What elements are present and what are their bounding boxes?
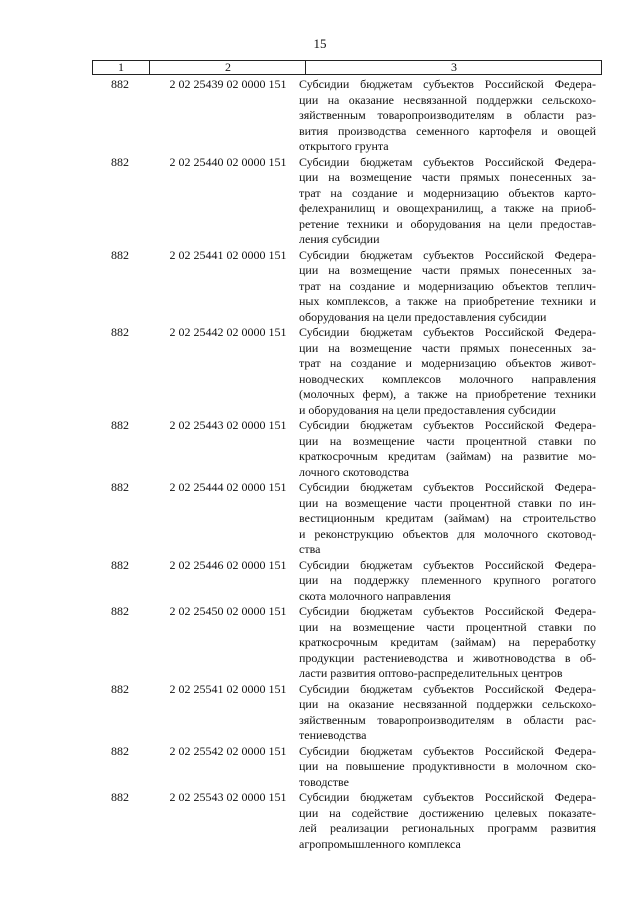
description-line: фелехранилищ и овощехранилищ, а также на приоб- <box>299 201 596 215</box>
table-header <box>92 60 602 75</box>
table-row <box>92 248 602 326</box>
description <box>299 77 596 155</box>
description-line: продукции растениеводства и животноводства в об- <box>299 650 596 665</box>
admin-code: 882 <box>111 480 129 494</box>
table-body <box>92 77 602 852</box>
header-col-2: 2 <box>149 61 306 74</box>
description-line: ции на содействие достижению целевых показате- <box>299 805 596 820</box>
description-line: вития производства семенного картофеля и овощей <box>299 123 596 138</box>
table-row <box>92 155 602 248</box>
description <box>299 480 596 558</box>
description-line: новодческих комплексов молочного направления <box>299 371 596 386</box>
table-row <box>92 480 602 558</box>
description-line: и реконструкцию объектов для молочного скотовод- <box>299 526 596 541</box>
description <box>299 604 596 682</box>
description-line: ретение техники и оборудования на цели предостав- <box>299 216 596 231</box>
table-row <box>92 325 602 418</box>
table-row <box>92 558 602 605</box>
description-line: ции на оказание несвязанной поддержки сельскохо- <box>299 92 596 107</box>
description-line: краткосрочным кредитам (займам) на развитие мо- <box>299 449 596 463</box>
description-line: ции на возмещение части прямых понесенных за- <box>299 170 596 184</box>
budget-code: 2 02 25442 02 0000 151 <box>169 325 287 339</box>
page-number: 15 <box>313 36 327 51</box>
budget-code: 2 02 25439 02 0000 151 <box>169 77 287 91</box>
description-line: ства <box>299 542 321 556</box>
description-line: трат на создание и модернизацию объектов теплич- <box>299 278 596 293</box>
description-line: Субсидии бюджетам субъектов Российской Федера- <box>299 480 596 494</box>
table-row <box>92 744 602 791</box>
table-row <box>92 682 602 744</box>
description-line: скота молочного направления <box>299 588 451 603</box>
description-line: вестиционным кредитам (займам) на строительство <box>299 511 596 525</box>
admin-code: 882 <box>111 154 129 169</box>
admin-code: 882 <box>111 557 129 572</box>
description-line: ления субсидии <box>299 232 380 246</box>
description-line: ции на возмещение части прямых понесенных за- <box>299 263 596 277</box>
description-line: Субсидии бюджетам субъектов Российской Федера- <box>299 681 596 696</box>
admin-code: 882 <box>111 247 129 262</box>
description-line: трат на создание и модернизацию объектов карто- <box>299 185 596 200</box>
description-line: зяйственным товаропроизводителям в области рас- <box>299 712 596 727</box>
description <box>299 418 596 480</box>
description-line: ции на возмещение части прямых понесенных за- <box>299 340 596 355</box>
budget-code: 2 02 25443 02 0000 151 <box>169 418 287 432</box>
description-line: Субсидии бюджетам субъектов Российской Федера- <box>299 557 596 572</box>
description-line: и оборудования на цели предоставления субсидии <box>299 402 556 417</box>
admin-code: 882 <box>111 604 129 618</box>
description-line: лей реализации региональных программ развития <box>299 821 596 835</box>
description-line: Субсидии бюджетам субъектов Российской Федера- <box>299 325 596 339</box>
description-line: ции на оказание несвязанной поддержки сельскохо- <box>299 697 596 711</box>
description-line: лочного скотоводства <box>299 464 409 479</box>
budget-code: 2 02 25441 02 0000 151 <box>169 247 287 262</box>
description-line: ции на поддержку племенного крупного рогатого <box>299 573 596 587</box>
description <box>299 155 596 248</box>
description-line: Субсидии бюджетам субъектов Российской Федера- <box>299 790 596 804</box>
description-line: ции на возмещение части процентной ставки по <box>299 433 596 448</box>
description <box>299 790 596 852</box>
admin-code: 882 <box>111 325 129 339</box>
description-line: Субсидии бюджетам субъектов Российской Федера- <box>299 154 596 169</box>
budget-code: 2 02 25450 02 0000 151 <box>169 604 287 618</box>
description-line: ции на возмещение части процентной ставки по <box>299 619 596 634</box>
budget-code: 2 02 25542 02 0000 151 <box>169 743 287 758</box>
description-line: (молочных ферм), а также на приобретение техники <box>299 387 596 401</box>
description-line: ции на повышение продуктивности в молочном ско- <box>299 759 596 773</box>
description-line: трат на создание и модернизацию объектов живот- <box>299 356 596 370</box>
admin-code: 882 <box>111 790 129 804</box>
description-line: ции на возмещение части процентной ставки по ин- <box>299 495 596 510</box>
description-line: Субсидии бюджетам субъектов Российской Федера- <box>299 247 596 262</box>
description-line: товодстве <box>299 774 349 789</box>
budget-code: 2 02 25543 02 0000 151 <box>169 790 287 804</box>
admin-code: 882 <box>111 77 129 91</box>
description-line: ных комплексов, а также на приобретение техники и <box>299 294 596 308</box>
description-line: зяйственным товаропроизводителям в области раз- <box>299 108 596 122</box>
description <box>299 744 596 791</box>
table-row <box>92 418 602 480</box>
header-col-3: 3 <box>305 61 602 74</box>
description-line: Субсидии бюджетам субъектов Российской Федера- <box>299 604 596 618</box>
description-line: тениеводства <box>299 728 367 742</box>
description-line: краткосрочным кредитам (займам) на переработку <box>299 635 596 649</box>
budget-code: 2 02 25446 02 0000 151 <box>169 557 287 572</box>
budget-code: 2 02 25541 02 0000 151 <box>169 681 287 696</box>
budget-code: 2 02 25440 02 0000 151 <box>169 154 287 169</box>
description-line: агропромышленного комплекса <box>299 836 461 851</box>
budget-code: 2 02 25444 02 0000 151 <box>169 480 287 494</box>
description <box>299 558 596 605</box>
description-line: Субсидии бюджетам субъектов Российской Федера- <box>299 743 596 758</box>
table-row <box>92 604 602 682</box>
admin-code: 882 <box>111 743 129 758</box>
table-row <box>92 77 602 155</box>
header-col-1: 1 <box>118 60 124 74</box>
table-row <box>92 790 602 852</box>
description <box>299 325 596 418</box>
description-line: Субсидии бюджетам субъектов Российской Федера- <box>299 418 596 432</box>
description <box>299 248 596 326</box>
description-line: ласти развития оптово-распределительных центров <box>299 666 563 680</box>
description <box>299 682 596 744</box>
description-line: открытого грунта <box>299 139 389 153</box>
admin-code: 882 <box>111 681 129 696</box>
description-line: Субсидии бюджетам субъектов Российской Федера- <box>299 77 596 91</box>
admin-code: 882 <box>111 418 129 432</box>
description-line: оборудования на цели предоставления субсидии <box>299 309 547 324</box>
